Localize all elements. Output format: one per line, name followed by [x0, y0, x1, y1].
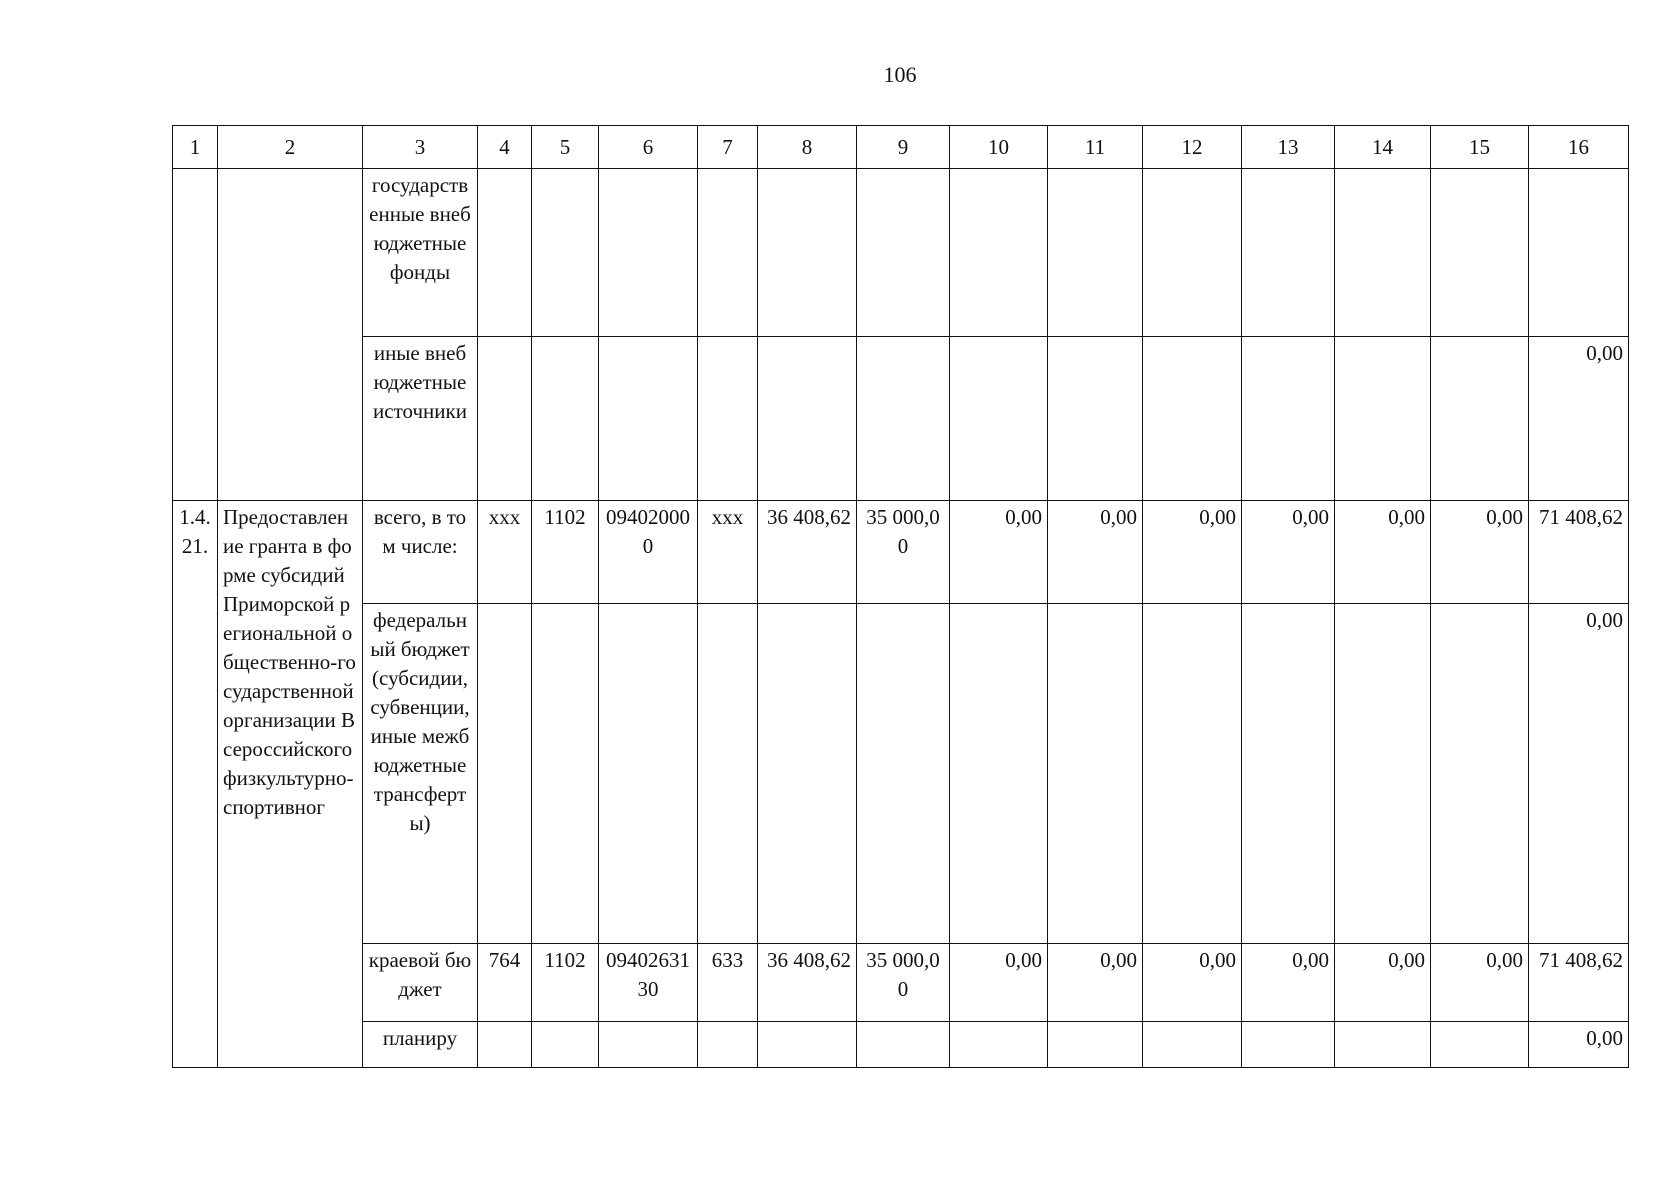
cell — [758, 1022, 857, 1068]
cell — [950, 337, 1048, 501]
funding-source-label: всего, в том числе: — [363, 501, 478, 604]
cell — [1529, 169, 1629, 337]
cell — [1431, 169, 1529, 337]
col-header: 5 — [532, 126, 599, 169]
table-row — [173, 501, 1629, 604]
cell — [698, 604, 758, 944]
budget-table — [172, 125, 1629, 1068]
cell: 0,00 — [1335, 501, 1431, 604]
cell — [1143, 604, 1242, 944]
col-header: 8 — [758, 126, 857, 169]
col-header: 6 — [599, 126, 698, 169]
cell: 1102 — [532, 501, 599, 604]
cell — [1242, 337, 1335, 501]
cell — [1242, 1022, 1335, 1068]
cell — [1048, 337, 1143, 501]
col-header: 3 — [363, 126, 478, 169]
cell — [218, 169, 363, 501]
total-value: 0,00 — [1529, 1022, 1629, 1068]
cell — [478, 604, 532, 944]
item-number: 1.4.21. — [173, 501, 218, 1068]
cell — [698, 169, 758, 337]
funding-source-label: государственные внебюджетные фонды — [363, 169, 478, 337]
cell: 36 408,62 — [758, 944, 857, 1022]
cell: 0,00 — [1335, 944, 1431, 1022]
cell — [1335, 1022, 1431, 1068]
funding-source-label: планиру — [363, 1022, 478, 1068]
cell: 0,00 — [1431, 501, 1529, 604]
funding-source-label: федеральный бюджет (субсидии, субвенции, иные межбюджетные трансферты) — [363, 604, 478, 944]
funding-source-label: краевой бюджет — [363, 944, 478, 1022]
col-header: 16 — [1529, 126, 1629, 169]
table-row — [173, 604, 1629, 944]
page-number: 106 — [883, 62, 917, 87]
cell — [599, 604, 698, 944]
cell — [532, 604, 599, 944]
cell: 0,00 — [1242, 944, 1335, 1022]
cell — [599, 169, 698, 337]
cell — [758, 604, 857, 944]
cell: 35 000,00 — [857, 501, 950, 604]
cell — [758, 169, 857, 337]
cell — [1431, 1022, 1529, 1068]
cell: 35 000,00 — [857, 944, 950, 1022]
item-name: Предоставление гранта в форме субсидий Приморской региональной общественно-государственной организации Всероссийского физкультурно-спортивног — [218, 501, 363, 1068]
funding-source-label: иные внебюджетные источники — [363, 337, 478, 501]
cell — [857, 337, 950, 501]
cell: ххх — [478, 501, 532, 604]
col-header: 11 — [1048, 126, 1143, 169]
col-header: 9 — [857, 126, 950, 169]
cell — [478, 1022, 532, 1068]
cell — [950, 169, 1048, 337]
cell — [1143, 337, 1242, 501]
cell — [1431, 337, 1529, 501]
cell — [1242, 169, 1335, 337]
total-value: 0,00 — [1529, 604, 1629, 944]
cell — [532, 1022, 599, 1068]
cell: 633 — [698, 944, 758, 1022]
cell — [1143, 1022, 1242, 1068]
cell — [1048, 169, 1143, 337]
cell — [1335, 604, 1431, 944]
cell: 0,00 — [1431, 944, 1529, 1022]
col-header: 4 — [478, 126, 532, 169]
cell — [1335, 169, 1431, 337]
cell — [532, 169, 599, 337]
cell: 0,00 — [950, 944, 1048, 1022]
cell — [950, 604, 1048, 944]
cell — [1048, 1022, 1143, 1068]
cell: 0,00 — [1242, 501, 1335, 604]
cell: 36 408,62 — [758, 501, 857, 604]
cell — [857, 604, 950, 944]
cell — [698, 337, 758, 501]
cell: 0940263130 — [599, 944, 698, 1022]
col-header: 2 — [218, 126, 363, 169]
cell — [1335, 337, 1431, 501]
col-header: 1 — [173, 126, 218, 169]
header-row — [173, 126, 1629, 169]
cell: ххх — [698, 501, 758, 604]
cell: 0,00 — [1143, 944, 1242, 1022]
cell — [857, 169, 950, 337]
cell: 0,00 — [1048, 944, 1143, 1022]
cell — [1143, 169, 1242, 337]
cell — [857, 1022, 950, 1068]
cell — [1431, 604, 1529, 944]
table-row — [173, 169, 1629, 337]
total-value: 71 408,62 — [1529, 944, 1629, 1022]
cell — [173, 169, 218, 501]
col-header: 12 — [1143, 126, 1242, 169]
cell — [478, 169, 532, 337]
total-value: 71 408,62 — [1529, 501, 1629, 604]
cell: 0,00 — [1143, 501, 1242, 604]
cell: 0,00 — [1048, 501, 1143, 604]
cell — [532, 337, 599, 501]
table-row — [173, 337, 1629, 501]
cell — [698, 1022, 758, 1068]
cell — [950, 1022, 1048, 1068]
cell: 1102 — [532, 944, 599, 1022]
col-header: 15 — [1431, 126, 1529, 169]
col-header: 13 — [1242, 126, 1335, 169]
cell — [478, 337, 532, 501]
cell: 764 — [478, 944, 532, 1022]
cell — [1242, 604, 1335, 944]
cell — [599, 337, 698, 501]
cell — [599, 1022, 698, 1068]
col-header: 10 — [950, 126, 1048, 169]
table-row — [173, 944, 1629, 1022]
col-header: 14 — [1335, 126, 1431, 169]
cell: 0,00 — [950, 501, 1048, 604]
col-header: 7 — [698, 126, 758, 169]
cell — [1048, 604, 1143, 944]
cell — [758, 337, 857, 501]
table-row — [173, 1022, 1629, 1068]
cell: 094020000 — [599, 501, 698, 604]
total-value: 0,00 — [1529, 337, 1629, 501]
